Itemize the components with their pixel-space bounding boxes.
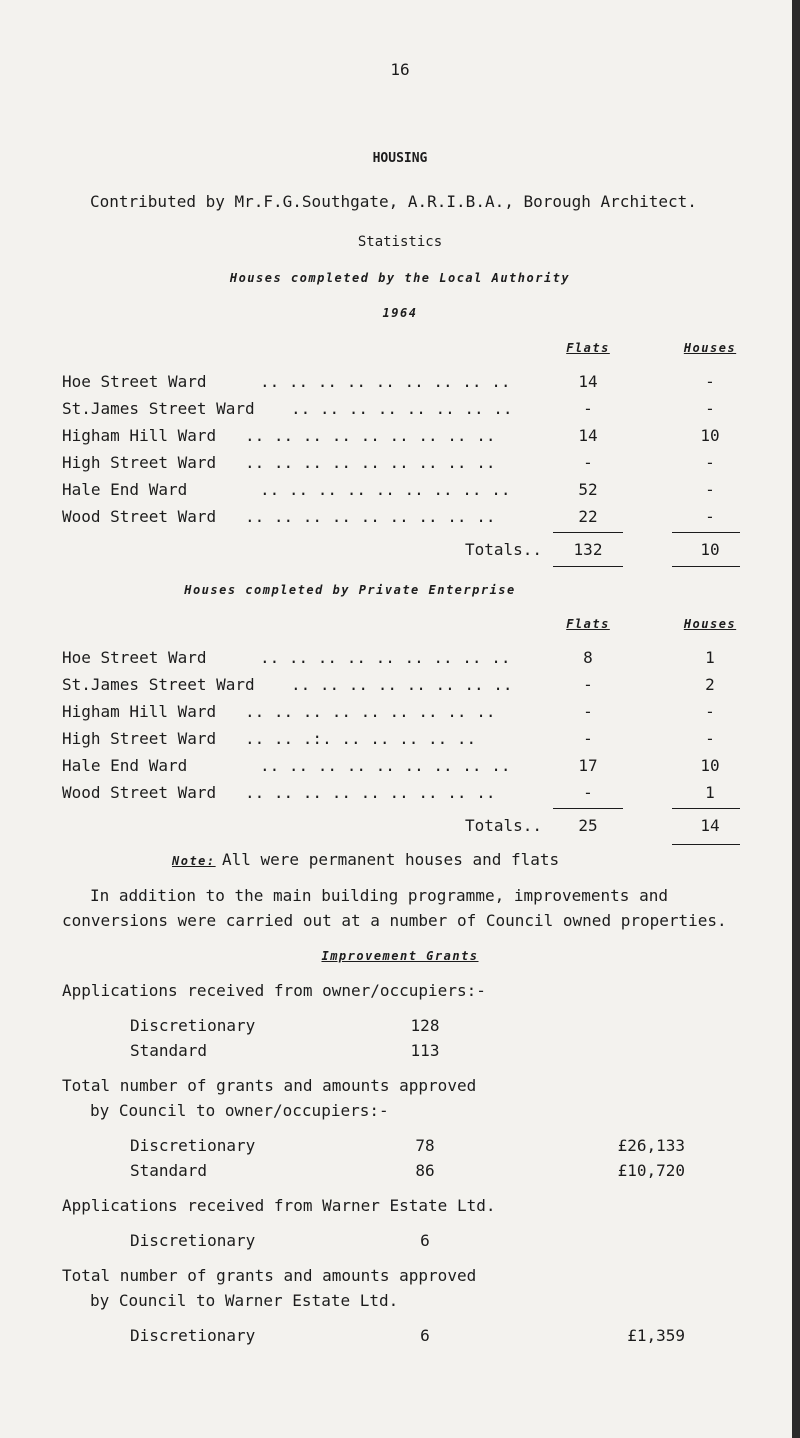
grant-count: 6 [420, 1326, 430, 1345]
houses-rule [672, 844, 740, 845]
houses-value: 10 [700, 756, 720, 775]
statistics-title: Statistics [357, 234, 443, 250]
houses-value: 1 [705, 648, 715, 667]
grant-type: Discretionary [130, 1016, 256, 1035]
owner-approved-heading: Total number of grants and amounts approved [62, 1076, 477, 1095]
leader-dots: .. .. .. .. .. .. .. .. .. [245, 426, 496, 445]
ward-name: St.James Street Ward [62, 675, 255, 694]
flats-rule [553, 566, 623, 567]
houses-value: - [705, 372, 715, 391]
la-table-title: Houses completed by the Local Authority [229, 271, 571, 285]
leader-dots: .. .. .. .. .. .. .. .. [291, 399, 513, 418]
la-totals-label: Totals.. [464, 540, 542, 559]
ward-name: Hale End Ward [62, 480, 188, 499]
leader-dots: .. .. .. .. .. .. .. .. .. [245, 783, 496, 802]
grant-amount: £26,133 [617, 1136, 685, 1155]
leader-dots: .. .. .. .. .. .. .. .. .. [260, 648, 511, 667]
ward-name: St.James Street Ward [62, 399, 255, 418]
la-total-houses: 10 [700, 540, 720, 559]
ward-name: Wood Street Ward [62, 783, 217, 802]
flats-rule [553, 532, 623, 533]
grant-type: Discretionary [130, 1326, 256, 1345]
pe-col-houses: Houses [683, 617, 737, 631]
ward-name: Higham Hill Ward [62, 426, 217, 445]
paragraph-line: In addition to the main building programme, improvements and [90, 886, 668, 905]
grant-count: 86 [415, 1161, 435, 1180]
houses-value: - [705, 453, 715, 472]
leader-dots: .. .. .. .. .. .. .. .. [291, 675, 513, 694]
grant-amount: £10,720 [617, 1161, 685, 1180]
contributor-line: Contributed by Mr.F.G.Southgate, A.R.I.B.A., Borough Architect. [90, 192, 697, 211]
flats-value: - [583, 453, 593, 472]
flats-value: 14 [578, 426, 598, 445]
flats-value: - [583, 783, 593, 802]
section-heading: HOUSING [372, 151, 428, 166]
pe-table-title: Houses completed by Private Enterprise [184, 583, 516, 597]
flats-value: 14 [578, 372, 598, 391]
grant-type: Discretionary [130, 1231, 256, 1250]
la-table-year: 1964 [382, 306, 418, 320]
leader-dots: .. .. .. .. .. .. .. .. .. [245, 453, 496, 472]
note-label: Note: [172, 854, 216, 868]
flats-value: - [583, 399, 593, 418]
flats-value: 52 [578, 480, 598, 499]
flats-value: - [583, 702, 593, 721]
flats-value: - [583, 675, 593, 694]
la-col-houses: Houses [683, 341, 737, 355]
houses-rule [672, 566, 740, 567]
pe-total-houses: 14 [700, 816, 720, 835]
houses-value: 1 [705, 783, 715, 802]
grant-type: Discretionary [130, 1136, 256, 1155]
houses-value: - [705, 399, 715, 418]
ward-name: Higham Hill Ward [62, 702, 217, 721]
pe-total-flats: 25 [578, 816, 598, 835]
flats-rule [553, 808, 623, 809]
grant-type: Standard [130, 1161, 208, 1180]
leader-dots: .. .. .:. .. .. .. .. .. [245, 729, 477, 748]
ward-name: High Street Ward [62, 729, 217, 748]
houses-value: - [705, 480, 715, 499]
houses-rule [672, 532, 740, 533]
ward-name: Wood Street Ward [62, 507, 217, 526]
flats-value: 8 [583, 648, 593, 667]
note-text: All were permanent houses and flats [222, 850, 560, 869]
page-edge-shadow [792, 0, 800, 1438]
warner-approved-heading-cont: by Council to Warner Estate Ltd. [90, 1291, 399, 1310]
grant-count: 78 [415, 1136, 435, 1155]
paragraph-line: conversions were carried out at a number of Council owned properties. [62, 911, 727, 930]
grant-amount: £1,359 [627, 1326, 685, 1345]
flats-value: 22 [578, 507, 598, 526]
owner-applications-heading: Applications received from owner/occupiers:- [62, 981, 486, 1000]
grants-title: Improvement Grants [321, 949, 479, 963]
grant-count: 6 [420, 1231, 430, 1250]
houses-value: - [705, 507, 715, 526]
leader-dots: .. .. .. .. .. .. .. .. .. [245, 507, 496, 526]
houses-value: 2 [705, 675, 715, 694]
leader-dots: .. .. .. .. .. .. .. .. .. [260, 480, 511, 499]
grant-type: Standard [130, 1041, 208, 1060]
ward-name: Hoe Street Ward [62, 372, 207, 391]
ward-name: Hale End Ward [62, 756, 188, 775]
warner-applications-heading: Applications received from Warner Estate Ltd. [62, 1196, 496, 1215]
leader-dots: .. .. .. .. .. .. .. .. .. [245, 702, 496, 721]
houses-value: 10 [700, 426, 720, 445]
houses-value: - [705, 729, 715, 748]
houses-value: - [705, 702, 715, 721]
ward-name: Hoe Street Ward [62, 648, 207, 667]
warner-approved-heading: Total number of grants and amounts approved [62, 1266, 477, 1285]
page-number: 16 [390, 60, 410, 79]
flats-value: 17 [578, 756, 598, 775]
flats-value: - [583, 729, 593, 748]
pe-totals-label: Totals.. [464, 816, 542, 835]
houses-rule [672, 808, 740, 809]
grant-count: 113 [410, 1041, 440, 1060]
la-col-flats: Flats [566, 341, 610, 355]
ward-name: High Street Ward [62, 453, 217, 472]
leader-dots: .. .. .. .. .. .. .. .. .. [260, 372, 511, 391]
pe-col-flats: Flats [566, 617, 610, 631]
leader-dots: .. .. .. .. .. .. .. .. .. [260, 756, 511, 775]
grant-count: 128 [410, 1016, 440, 1035]
la-total-flats: 132 [573, 540, 603, 559]
owner-approved-heading-cont: by Council to owner/occupiers:- [90, 1101, 389, 1120]
